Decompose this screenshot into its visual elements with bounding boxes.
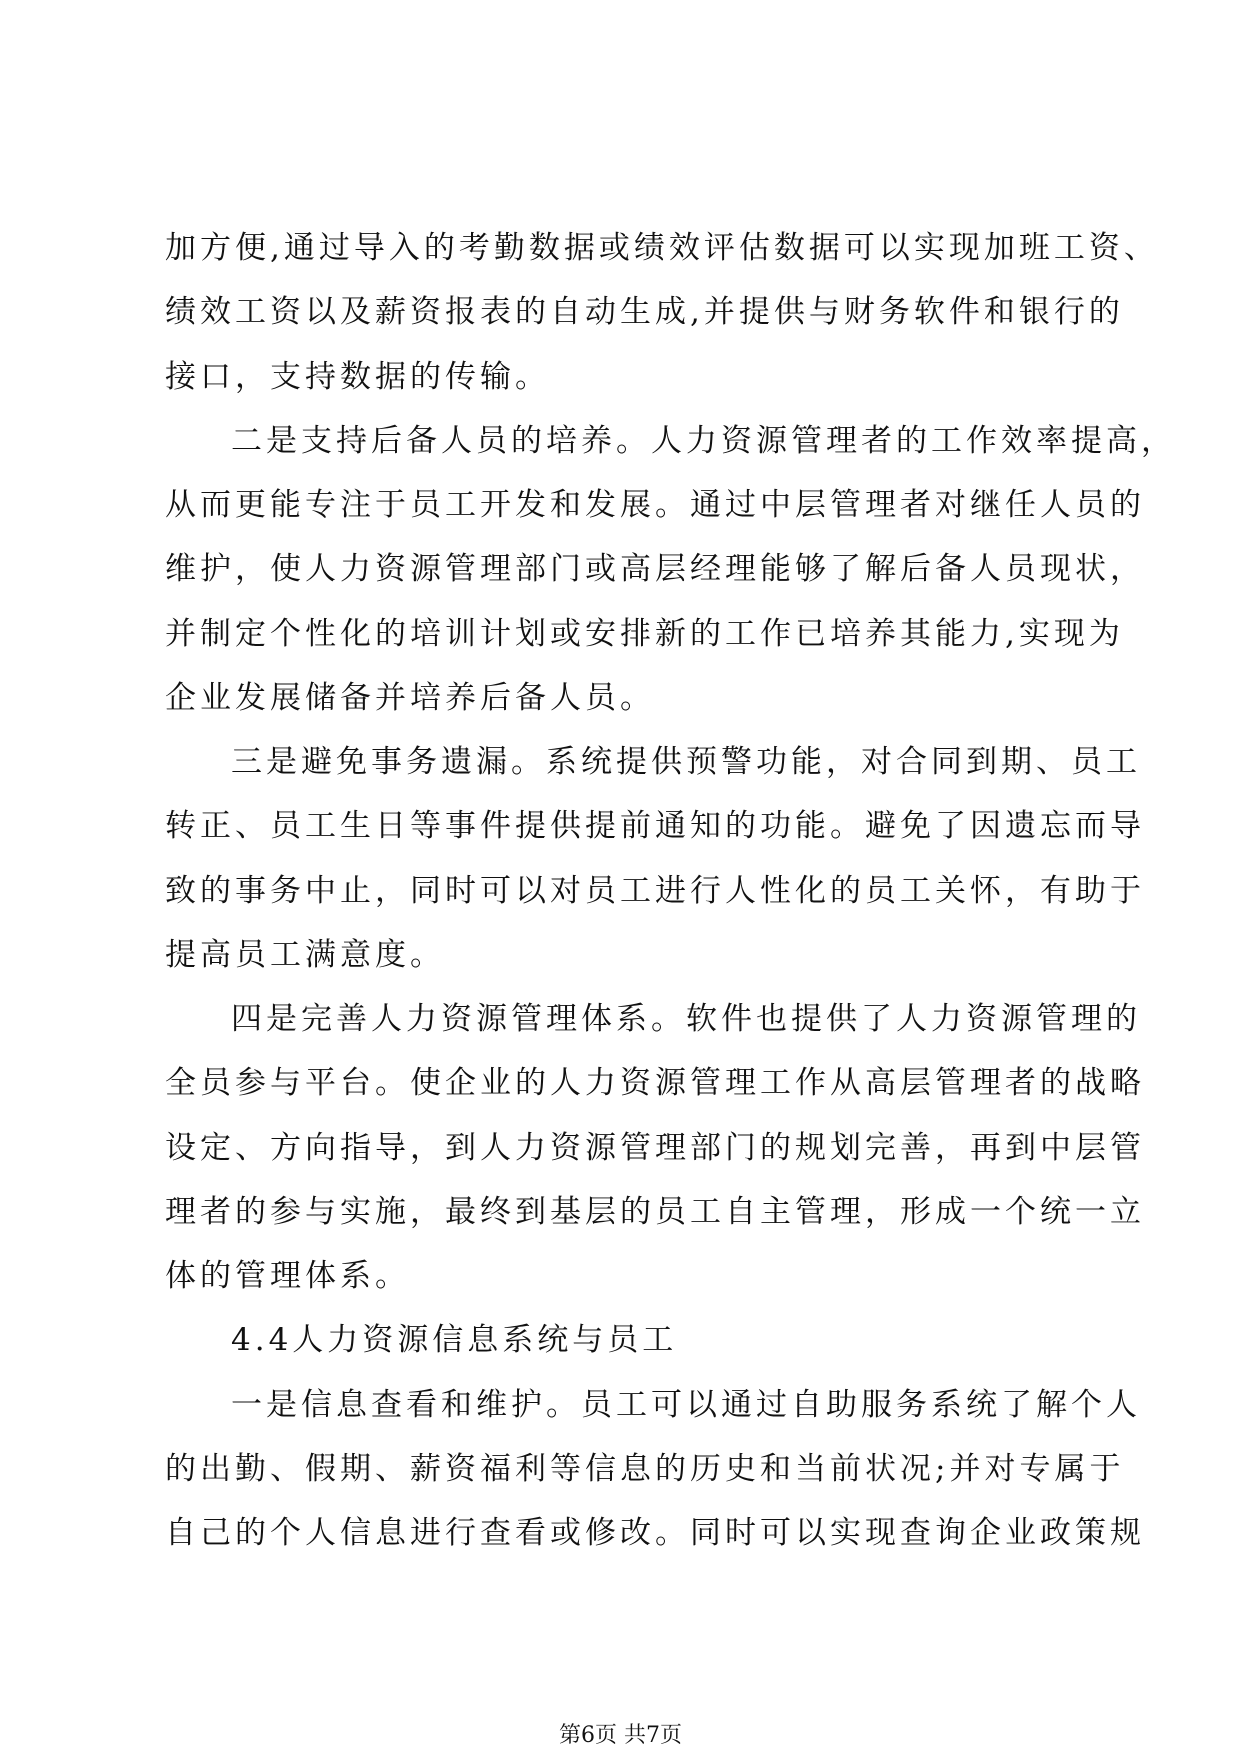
body-text-line: 从而更能专注于员工开发和发展。通过中层管理者对继任人员的 (165, 487, 1145, 523)
page-footer: 第6页 共7页 (559, 1723, 682, 1748)
body-text-line: 提高员工满意度。 (165, 937, 445, 973)
section-heading: 4.4人力资源信息系统与员工 (231, 1322, 678, 1358)
body-text-line: 设定、方向指导，到人力资源管理部门的规划完善，再到中层管 (165, 1130, 1145, 1166)
body-text-line: 接口，支持数据的传输。 (165, 359, 550, 395)
body-text-line: 的出勤、假期、薪资福利等信息的历史和当前状况;并对专属于 (165, 1451, 1125, 1487)
body-text-line: 自己的个人信息进行查看或修改。同时可以实现查询企业政策规 (165, 1515, 1145, 1551)
body-text-line: 维护，使人力资源管理部门或高层经理能够了解后备人员现状， (165, 551, 1145, 587)
paragraph-first-line: 三是避免事务遗漏。系统提供预警功能，对合同到期、员工 (231, 744, 1141, 780)
body-text-line: 加方便,通过导入的考勤数据或绩效评估数据可以实现加班工资、 (165, 230, 1159, 266)
paragraph-first-line: 二是支持后备人员的培养。人力资源管理者的工作效率提高， (231, 423, 1176, 459)
body-text-line: 全员参与平台。使企业的人力资源管理工作从高层管理者的战略 (165, 1065, 1145, 1101)
paragraph-first-line: 四是完善人力资源管理体系。软件也提供了人力资源管理的 (231, 1001, 1141, 1037)
paragraph-first-line: 一是信息查看和维护。员工可以通过自助服务系统了解个人 (231, 1387, 1141, 1423)
body-text-line: 体的管理体系。 (165, 1258, 410, 1294)
body-text-line: 致的事务中止，同时可以对员工进行人性化的员工关怀，有助于 (165, 873, 1145, 909)
body-text-line: 并制定个性化的培训计划或安排新的工作已培养其能力,实现为 (165, 616, 1124, 652)
body-text-line: 绩效工资以及薪资报表的自动生成,并提供与财务软件和银行的 (165, 294, 1124, 330)
body-text-line: 理者的参与实施，最终到基层的员工自主管理，形成一个统一立 (165, 1194, 1145, 1230)
body-text-line: 企业发展储备并培养后备人员。 (165, 680, 655, 716)
body-text-line: 转正、员工生日等事件提供提前通知的功能。避免了因遗忘而导 (165, 808, 1145, 844)
